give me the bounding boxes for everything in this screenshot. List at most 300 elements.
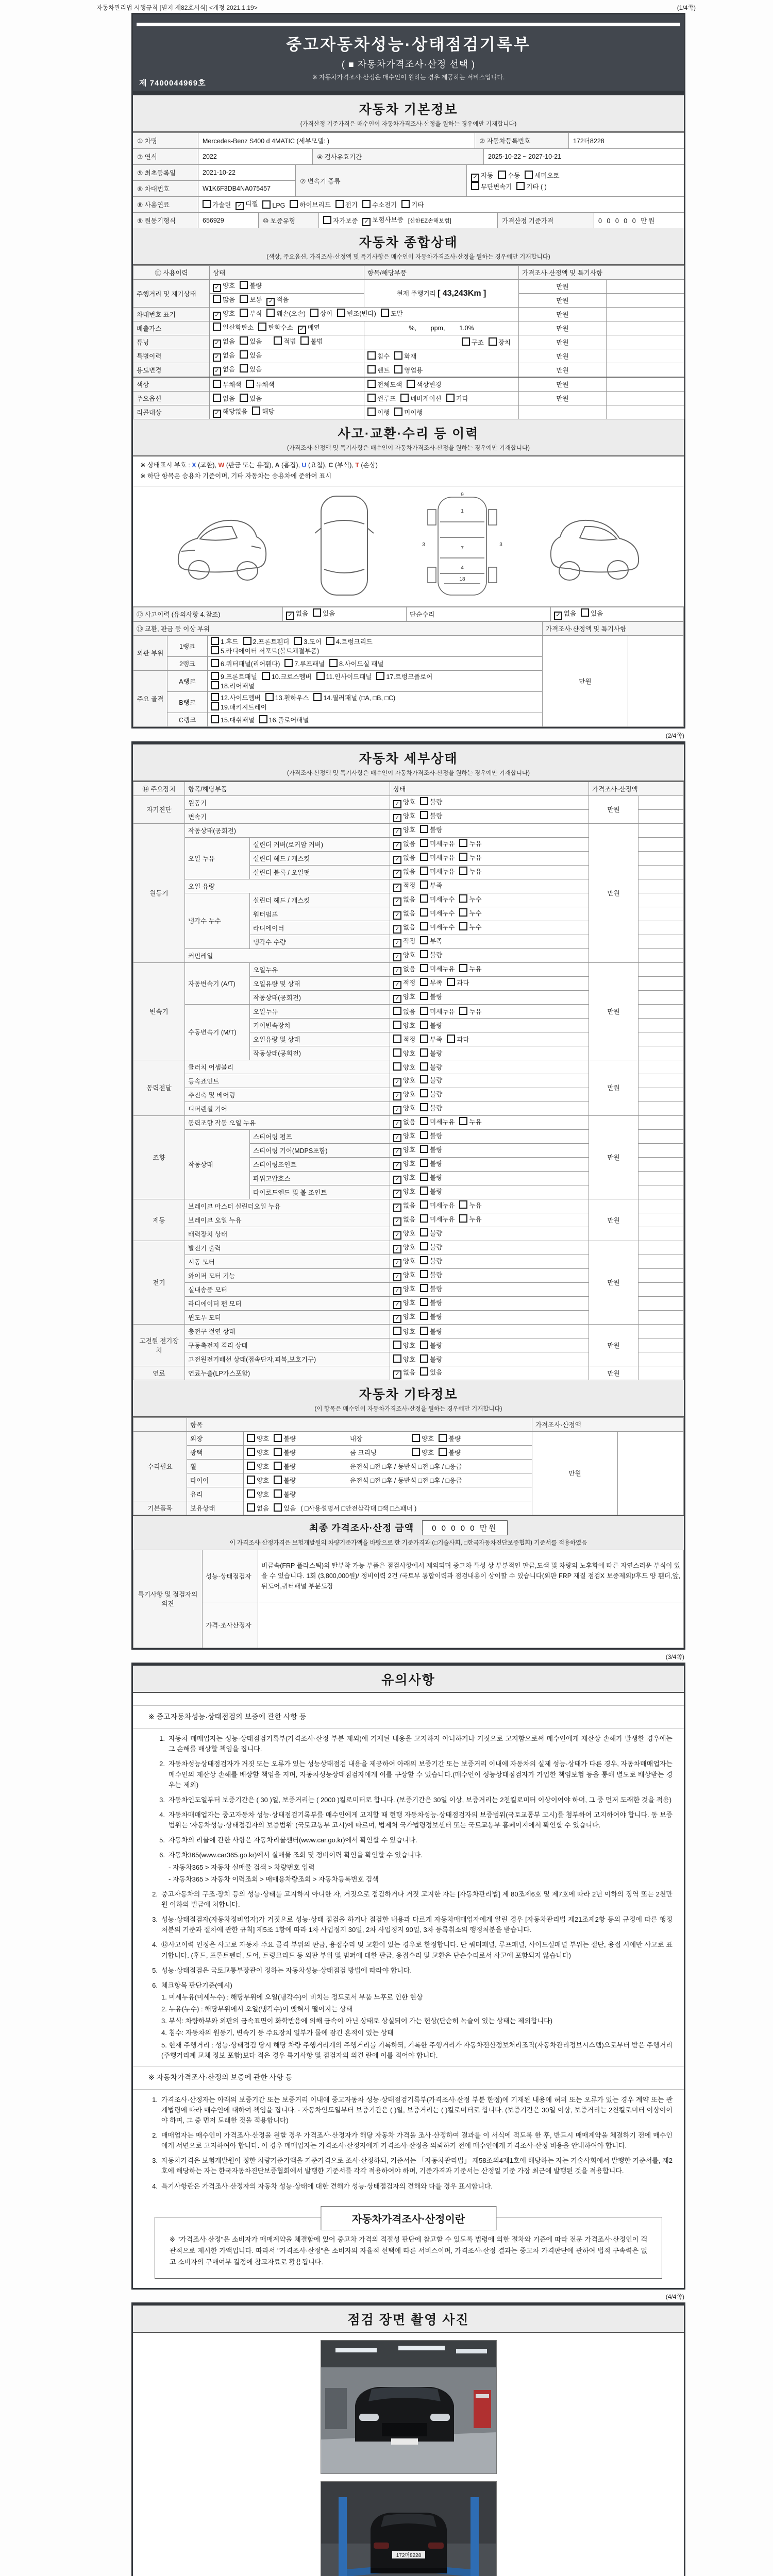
checkbox[interactable] [274, 1448, 282, 1456]
checkbox[interactable]: ✓ [236, 202, 244, 210]
checkbox[interactable] [262, 200, 271, 209]
checkbox[interactable] [393, 1035, 401, 1043]
checkbox[interactable]: ✓ [298, 326, 306, 334]
checkbox-option[interactable] [274, 1434, 296, 1443]
checkbox-option[interactable] [420, 1145, 442, 1154]
checkbox-option[interactable] [316, 672, 372, 681]
checkbox-option[interactable] [290, 200, 330, 209]
checkbox-option[interactable] [420, 1214, 455, 1224]
checkbox[interactable] [323, 216, 331, 224]
checkbox-option[interactable] [393, 1048, 415, 1058]
checkbox-option[interactable] [203, 200, 231, 209]
checkbox[interactable]: ✓ [393, 814, 401, 822]
checkbox-option[interactable] [459, 894, 481, 904]
checkbox-option[interactable] [412, 1434, 434, 1443]
checkbox[interactable]: ✓ [393, 925, 401, 934]
checkbox[interactable] [247, 1448, 255, 1456]
checkbox[interactable] [459, 922, 467, 930]
checkbox[interactable] [420, 1103, 428, 1111]
checkbox-option[interactable] [401, 200, 424, 209]
checkbox[interactable] [362, 200, 371, 208]
checkbox[interactable]: ✓ [393, 1259, 401, 1267]
checkbox[interactable] [367, 351, 376, 360]
checkbox[interactable] [367, 365, 376, 374]
checkbox-option[interactable] [393, 950, 415, 961]
checkbox-option[interactable] [393, 908, 415, 920]
checkbox[interactable]: ✓ [393, 1176, 401, 1184]
checkbox[interactable]: ✓ [393, 939, 401, 947]
checkbox-option[interactable] [420, 1117, 455, 1126]
checkbox-option[interactable] [262, 200, 285, 209]
checkbox-option[interactable] [420, 1354, 442, 1364]
checkbox-option[interactable] [420, 1284, 442, 1293]
checkbox-option[interactable] [393, 1089, 415, 1100]
checkbox[interactable] [420, 1117, 428, 1125]
checkbox-option[interactable] [581, 608, 603, 618]
checkbox-option[interactable] [213, 350, 235, 362]
checkbox[interactable] [459, 839, 467, 847]
checkbox[interactable]: ✓ [393, 1134, 401, 1142]
checkbox[interactable] [420, 922, 428, 930]
checkbox-option[interactable] [240, 336, 262, 346]
checkbox[interactable] [420, 867, 428, 875]
checkbox-option[interactable] [393, 1256, 415, 1267]
checkbox-option[interactable] [247, 1448, 269, 1457]
checkbox-option[interactable] [393, 811, 415, 822]
checkbox[interactable]: ✓ [286, 612, 294, 620]
checkbox-option[interactable] [393, 922, 415, 934]
checkbox-option[interactable] [420, 880, 442, 890]
checkbox[interactable] [459, 853, 467, 861]
checkbox-option[interactable] [393, 1117, 415, 1128]
checkbox-option[interactable] [393, 1035, 415, 1044]
checkbox-option[interactable] [393, 1327, 415, 1336]
checkbox-option[interactable] [394, 365, 423, 375]
checkbox[interactable]: ✓ [393, 842, 401, 850]
checkbox[interactable] [213, 323, 221, 331]
checkbox-option[interactable] [393, 880, 415, 892]
checkbox[interactable] [489, 337, 497, 346]
checkbox-option[interactable] [420, 1021, 442, 1030]
checkbox[interactable] [420, 1173, 428, 1181]
checkbox[interactable] [243, 637, 251, 645]
checkbox-option[interactable] [329, 659, 383, 668]
checkbox-option[interactable] [247, 1434, 269, 1443]
checkbox[interactable] [401, 200, 410, 208]
checkbox-option[interactable] [393, 1214, 415, 1226]
checkbox-option[interactable] [525, 171, 559, 180]
checkbox-option[interactable] [262, 672, 312, 681]
checkbox[interactable] [439, 1434, 447, 1442]
checkbox[interactable]: ✓ [393, 1078, 401, 1087]
checkbox-option[interactable] [313, 693, 395, 702]
checkbox[interactable]: ✓ [213, 340, 221, 348]
checkbox[interactable] [376, 672, 384, 680]
checkbox-option[interactable] [393, 1159, 415, 1170]
checkbox-option[interactable] [335, 200, 358, 209]
checkbox-option[interactable] [459, 839, 481, 848]
checkbox-option[interactable] [516, 182, 546, 191]
checkbox[interactable] [393, 1341, 401, 1349]
checkbox-option[interactable] [393, 1007, 415, 1016]
checkbox[interactable] [211, 672, 219, 680]
checkbox-option[interactable] [394, 408, 423, 417]
checkbox-option[interactable] [393, 867, 415, 878]
checkbox-option[interactable] [420, 908, 455, 918]
checkbox-option[interactable] [300, 336, 323, 346]
checkbox-option[interactable] [420, 1298, 442, 1307]
checkbox-option[interactable] [367, 394, 396, 403]
checkbox-option[interactable] [420, 964, 455, 973]
checkbox-option[interactable] [240, 394, 262, 403]
checkbox[interactable] [420, 894, 428, 903]
checkbox-option[interactable] [394, 351, 416, 361]
checkbox[interactable] [459, 867, 467, 875]
checkbox[interactable] [394, 365, 402, 374]
checkbox-option[interactable] [459, 867, 481, 876]
checkbox-option[interactable] [393, 1021, 415, 1030]
checkbox[interactable] [211, 646, 219, 654]
checkbox[interactable] [313, 693, 322, 701]
checkbox-option[interactable] [393, 825, 415, 836]
checkbox-option[interactable] [420, 1341, 442, 1350]
checkbox-option[interactable] [213, 394, 235, 403]
checkbox-option[interactable] [420, 1062, 442, 1072]
checkbox[interactable]: ✓ [393, 870, 401, 878]
checkbox[interactable] [420, 1284, 428, 1292]
checkbox[interactable] [420, 1298, 428, 1306]
checkbox-option[interactable] [447, 978, 469, 987]
checkbox-option[interactable] [236, 199, 258, 210]
checkbox[interactable] [420, 825, 428, 833]
checkbox-option[interactable] [459, 908, 481, 918]
checkbox-option[interactable] [362, 215, 403, 226]
checkbox-option[interactable] [259, 715, 309, 724]
checkbox-option[interactable] [554, 608, 576, 620]
checkbox-option[interactable] [211, 693, 261, 702]
checkbox-option[interactable] [407, 380, 441, 389]
checkbox[interactable] [367, 380, 376, 388]
checkbox[interactable] [446, 394, 455, 402]
checkbox[interactable] [420, 1256, 428, 1264]
checkbox[interactable] [420, 853, 428, 861]
checkbox-option[interactable] [420, 950, 442, 959]
checkbox[interactable] [367, 408, 376, 416]
checkbox[interactable] [316, 672, 325, 680]
checkbox[interactable]: ✓ [393, 1148, 401, 1156]
checkbox[interactable] [420, 1327, 428, 1335]
checkbox[interactable]: ✓ [393, 1120, 401, 1128]
checkbox-option[interactable] [447, 1035, 469, 1044]
checkbox[interactable] [262, 672, 270, 680]
checkbox-option[interactable] [211, 715, 255, 724]
checkbox[interactable] [420, 1341, 428, 1349]
checkbox[interactable] [420, 1007, 428, 1015]
checkbox[interactable] [462, 337, 470, 346]
checkbox-option[interactable] [420, 811, 442, 820]
checkbox-option[interactable] [420, 867, 455, 876]
checkbox[interactable] [211, 702, 219, 710]
checkbox[interactable]: ✓ [213, 312, 221, 320]
checkbox-option[interactable] [213, 281, 235, 292]
checkbox-option[interactable] [240, 281, 262, 290]
checkbox[interactable] [400, 394, 409, 402]
checkbox[interactable]: ✓ [393, 967, 401, 975]
checkbox-option[interactable] [420, 1200, 455, 1210]
checkbox[interactable] [420, 1062, 428, 1071]
checkbox[interactable] [471, 182, 479, 190]
checkbox-option[interactable] [274, 1503, 296, 1513]
checkbox-option[interactable] [420, 1327, 442, 1336]
checkbox-option[interactable] [367, 351, 390, 361]
checkbox-option[interactable] [243, 637, 290, 646]
checkbox-option[interactable] [420, 1228, 442, 1238]
checkbox[interactable] [420, 1228, 428, 1236]
checkbox-option[interactable] [284, 659, 325, 668]
checkbox[interactable] [420, 908, 428, 917]
checkbox[interactable] [213, 394, 221, 402]
checkbox[interactable]: ✓ [393, 1190, 401, 1198]
checkbox[interactable] [211, 659, 219, 667]
checkbox[interactable] [274, 1503, 282, 1512]
checkbox[interactable] [420, 811, 428, 819]
checkbox[interactable] [240, 394, 248, 402]
checkbox-option[interactable] [240, 295, 262, 304]
checkbox-option[interactable] [258, 323, 293, 332]
checkbox-option[interactable] [393, 978, 415, 989]
checkbox-option[interactable] [274, 1476, 296, 1485]
checkbox-option[interactable] [393, 1242, 415, 1253]
checkbox[interactable]: ✓ [393, 1204, 401, 1212]
checkbox[interactable] [420, 992, 428, 1000]
checkbox-option[interactable] [420, 1048, 442, 1058]
checkbox[interactable] [394, 351, 402, 360]
checkbox-option[interactable] [393, 894, 415, 906]
checkbox-option[interactable] [240, 309, 262, 318]
checkbox[interactable]: ✓ [393, 953, 401, 961]
checkbox-option[interactable] [213, 364, 235, 376]
checkbox[interactable] [313, 608, 321, 617]
checkbox[interactable] [498, 171, 506, 179]
checkbox-option[interactable] [247, 1476, 269, 1485]
checkbox-option[interactable] [213, 406, 247, 418]
checkbox[interactable] [420, 1075, 428, 1083]
checkbox-option[interactable] [393, 1187, 415, 1198]
checkbox[interactable] [459, 908, 467, 917]
checkbox[interactable] [420, 1145, 428, 1153]
checkbox-option[interactable] [265, 693, 309, 702]
checkbox[interactable] [393, 1062, 401, 1071]
checkbox[interactable] [420, 1367, 428, 1376]
checkbox[interactable] [294, 637, 302, 645]
checkbox[interactable] [420, 936, 428, 944]
checkbox[interactable]: ✓ [393, 1287, 401, 1295]
checkbox[interactable] [420, 1312, 428, 1320]
checkbox-option[interactable] [459, 1117, 481, 1126]
checkbox[interactable] [407, 380, 415, 388]
checkbox[interactable] [240, 295, 248, 303]
checkbox[interactable]: ✓ [213, 410, 221, 418]
checkbox-option[interactable] [420, 1173, 442, 1182]
checkbox[interactable]: ✓ [393, 995, 401, 1003]
checkbox-option[interactable] [393, 1200, 415, 1212]
checkbox[interactable] [240, 336, 248, 345]
checkbox[interactable]: ✓ [471, 174, 479, 182]
checkbox[interactable] [420, 950, 428, 958]
checkbox-option[interactable] [367, 380, 402, 389]
checkbox-option[interactable] [376, 672, 432, 681]
checkbox[interactable]: ✓ [393, 800, 401, 808]
checkbox-option[interactable] [446, 394, 468, 403]
checkbox[interactable] [335, 200, 344, 208]
checkbox-option[interactable] [420, 1256, 442, 1265]
checkbox-option[interactable] [489, 337, 511, 347]
checkbox[interactable] [259, 715, 267, 723]
checkbox[interactable]: ✓ [393, 828, 401, 836]
checkbox-option[interactable] [393, 1103, 415, 1114]
checkbox-option[interactable] [393, 1075, 415, 1087]
checkbox-option[interactable] [393, 1354, 415, 1364]
checkbox[interactable] [381, 309, 389, 317]
checkbox-option[interactable] [393, 839, 415, 850]
checkbox[interactable] [459, 1200, 467, 1209]
checkbox-option[interactable] [393, 797, 415, 808]
checkbox-option[interactable] [420, 1089, 442, 1098]
checkbox-option[interactable] [393, 1312, 415, 1323]
checkbox[interactable] [393, 1048, 401, 1057]
checkbox[interactable] [284, 659, 293, 667]
checkbox[interactable]: ✓ [393, 981, 401, 989]
checkbox[interactable] [420, 1270, 428, 1278]
checkbox-option[interactable] [420, 978, 442, 987]
checkbox-option[interactable] [252, 406, 274, 416]
checkbox-option[interactable] [381, 309, 403, 318]
checkbox-option[interactable] [247, 1489, 269, 1499]
checkbox-option[interactable] [420, 1035, 442, 1044]
checkbox[interactable] [447, 1035, 455, 1043]
checkbox[interactable] [459, 1214, 467, 1223]
checkbox[interactable] [459, 1007, 467, 1015]
checkbox-option[interactable] [420, 992, 442, 1001]
checkbox-option[interactable] [459, 1200, 481, 1210]
checkbox-option[interactable] [294, 637, 322, 646]
checkbox[interactable] [516, 182, 525, 190]
checkbox[interactable] [258, 323, 266, 331]
checkbox-option[interactable] [420, 1367, 442, 1377]
checkbox-option[interactable] [393, 964, 415, 975]
checkbox[interactable] [213, 295, 221, 303]
checkbox[interactable] [420, 1354, 428, 1363]
checkbox[interactable] [240, 309, 248, 317]
checkbox[interactable] [274, 1476, 282, 1484]
checkbox[interactable] [420, 1159, 428, 1167]
checkbox-option[interactable] [274, 1448, 296, 1457]
checkbox[interactable] [211, 693, 219, 701]
checkbox[interactable] [247, 1503, 255, 1512]
checkbox[interactable] [246, 380, 254, 388]
checkbox[interactable] [247, 1462, 255, 1470]
checkbox[interactable] [247, 1434, 255, 1442]
checkbox-option[interactable] [420, 1075, 442, 1084]
checkbox[interactable] [326, 637, 334, 645]
checkbox-option[interactable] [313, 608, 335, 618]
checkbox-option[interactable] [274, 1462, 296, 1471]
checkbox[interactable]: ✓ [393, 911, 401, 920]
checkbox[interactable] [459, 894, 467, 903]
checkbox-option[interactable] [211, 659, 280, 668]
checkbox[interactable] [300, 336, 309, 345]
checkbox-option[interactable] [213, 380, 241, 389]
checkbox-option[interactable] [247, 1503, 269, 1513]
checkbox-option[interactable] [459, 1214, 481, 1224]
checkbox[interactable] [393, 1354, 401, 1363]
checkbox[interactable] [393, 1327, 401, 1335]
checkbox[interactable]: ✓ [393, 1106, 401, 1114]
checkbox-option[interactable] [246, 380, 274, 389]
checkbox[interactable] [420, 1187, 428, 1195]
checkbox-option[interactable] [498, 171, 520, 180]
checkbox[interactable]: ✓ [362, 218, 371, 226]
checkbox[interactable]: ✓ [393, 1162, 401, 1170]
checkbox-option[interactable] [367, 408, 390, 417]
checkbox-option[interactable] [393, 1131, 415, 1142]
checkbox[interactable] [420, 964, 428, 972]
checkbox[interactable] [203, 200, 211, 208]
checkbox-option[interactable] [420, 1187, 442, 1196]
checkbox[interactable] [420, 1089, 428, 1097]
checkbox-option[interactable] [420, 1312, 442, 1321]
checkbox-option[interactable] [393, 1228, 415, 1240]
checkbox[interactable] [420, 1200, 428, 1209]
checkbox[interactable] [459, 964, 467, 972]
checkbox[interactable]: ✓ [393, 1092, 401, 1100]
checkbox[interactable] [274, 1462, 282, 1470]
checkbox-option[interactable] [420, 853, 455, 862]
checkbox-option[interactable] [240, 350, 262, 360]
checkbox[interactable]: ✓ [393, 1301, 401, 1309]
checkbox[interactable] [274, 1434, 282, 1442]
checkbox-option[interactable] [211, 637, 239, 646]
checkbox[interactable] [439, 1448, 447, 1456]
checkbox-option[interactable] [393, 992, 415, 1003]
checkbox[interactable] [447, 978, 455, 986]
checkbox-option[interactable] [412, 1448, 434, 1457]
checkbox-option[interactable] [400, 394, 441, 403]
checkbox[interactable] [393, 1021, 401, 1029]
checkbox[interactable] [412, 1448, 420, 1456]
checkbox[interactable] [420, 797, 428, 805]
checkbox-option[interactable] [420, 825, 442, 834]
checkbox[interactable] [329, 659, 338, 667]
checkbox[interactable] [274, 336, 282, 345]
checkbox-option[interactable] [393, 1341, 415, 1350]
checkbox[interactable]: ✓ [393, 1231, 401, 1240]
checkbox-option[interactable] [213, 336, 235, 348]
checkbox[interactable] [247, 1476, 255, 1484]
checkbox[interactable] [393, 1007, 401, 1015]
checkbox-option[interactable] [471, 171, 493, 182]
checkbox-option[interactable] [420, 1007, 455, 1016]
checkbox[interactable] [274, 1489, 282, 1498]
checkbox-option[interactable] [420, 1159, 442, 1168]
checkbox[interactable]: ✓ [393, 856, 401, 864]
checkbox[interactable] [420, 1021, 428, 1029]
checkbox-option[interactable] [462, 337, 484, 347]
checkbox[interactable]: ✓ [393, 897, 401, 906]
checkbox[interactable] [412, 1434, 420, 1442]
checkbox-option[interactable] [420, 1270, 442, 1279]
checkbox-option[interactable] [310, 309, 332, 318]
